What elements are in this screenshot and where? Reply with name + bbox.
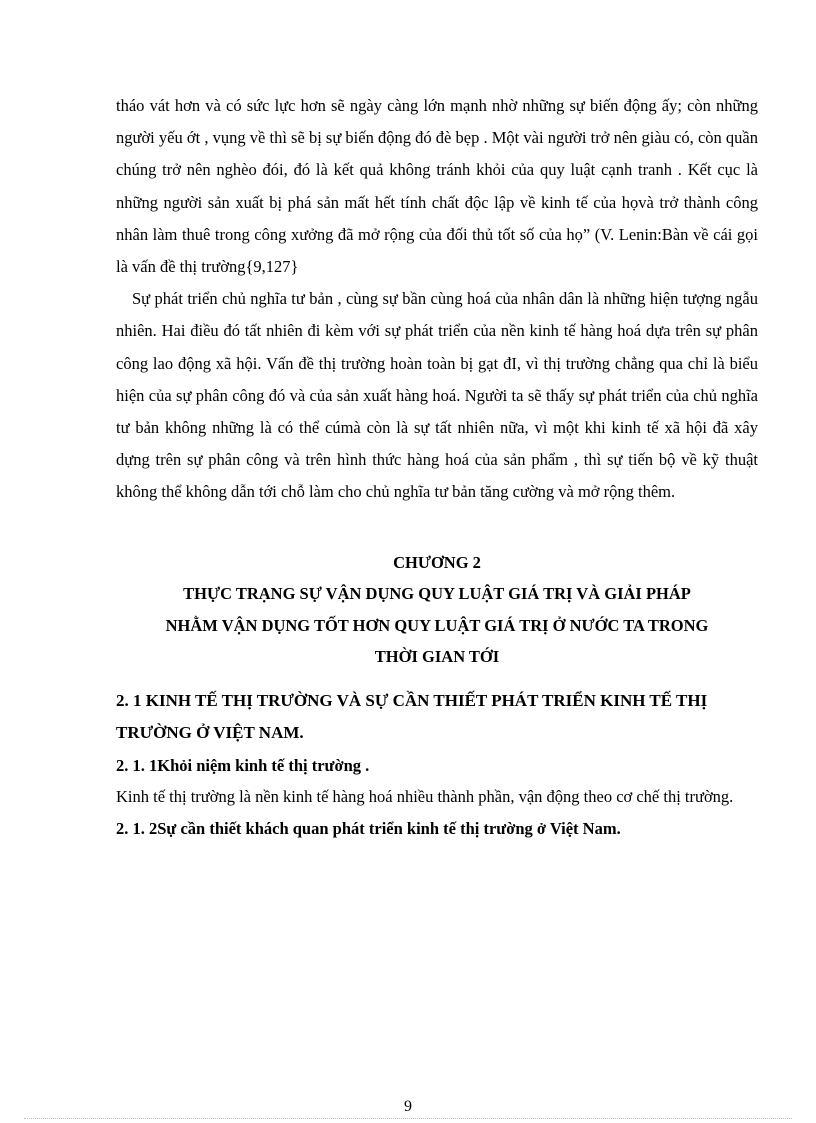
subsection-1-heading: 2. 1. 1Khỏi niệm kinh tế thị trường . xyxy=(116,755,370,775)
page-number: 9 xyxy=(404,1098,412,1115)
footer-divider xyxy=(24,1118,792,1119)
chapter-title-line-1: THỰC TRẠNG SỰ VẬN DỤNG QUY LUẬT GIÁ TRỊ VÀ GIẢI PHÁP xyxy=(183,584,691,604)
section-heading: 2. 1 KINH TẾ THỊ TRƯỜNG VÀ SỰ CẦN THIẾT PHÁT TRIỂN KINH TẾ THỊ TRƯỜNG Ở VIỆT NAM. xyxy=(116,690,708,743)
chapter-label: CHƯƠNG 2 xyxy=(393,552,481,572)
chapter-title-line-2: NHẰM VẬN DỤNG TỐT HƠN QUY LUẬT GIÁ TRỊ Ở NƯỚC TA TRONG xyxy=(165,615,709,635)
body-paragraph-2: Sự phát triển chủ nghĩa tư bản , cùng sự bần cùng hoá của nhân dân là những hiện tượng ngẫu nhiên. Hai điều đó tất nhiên đi kèm với sự phát triển của nền kinh tế hàng hoá dựa trên sự phân công lao động xã hội. Vấn đề thị trường hoàn toàn bị gạt đI, vì thị trường chẳng qua chỉ là biểu hiện của sự phân công đó và của sản xuất hàng hoá. Người ta sẽ thấy sự phát triển của chủ nghĩa tư bản không những là có thể cúmà còn là sự tất nhiên nữa, vì một khi kinh tế xã hội đã xây dựng trên sự phân công và trên hình thức hàng hoá của sản phẩm , thì sự tiến bộ về kỹ thuật không thể không dẫn tới chỗ làm cho chủ nghĩa tư bản tăng cường và mở rộng thêm. xyxy=(116,289,758,502)
body-paragraph-1: tháo vát hơn và có sức lực hơn sẽ ngày càng lớn mạnh nhờ những sự biến động ấy; còn những người yếu ớt , vụng về thì sẽ bị sự biến động đó đè bẹp . Một vài người trở nên giàu có, còn quần chúng trở nên nghèo đói, đó là kết quả không tránh khỏi của quy luật cạnh tranh . Kết cục là những người sản xuất bị phá sản mất hết tính chất độc lập về kinh tế của họvà trở thành công nhân làm thuê trong công xưởng đã mở rộng của đối thủ tốt số của họ” (V. Lenin:Bàn về cái gọi là vấn đề thị trường{9,127} xyxy=(116,96,758,277)
chapter-title-line-3: THỜI GIAN TỚI xyxy=(374,647,500,667)
subsection-1-text: Kinh tế thị trường là nền kinh tế hàng hoá nhiều thành phần, vận động theo cơ chế thị trường. xyxy=(116,787,734,807)
subsection-2-heading: 2. 1. 2Sự cần thiết khách quan phát triển kinh tế thị trường ở Việt Nam. xyxy=(116,819,621,839)
page-content xyxy=(116,90,758,845)
